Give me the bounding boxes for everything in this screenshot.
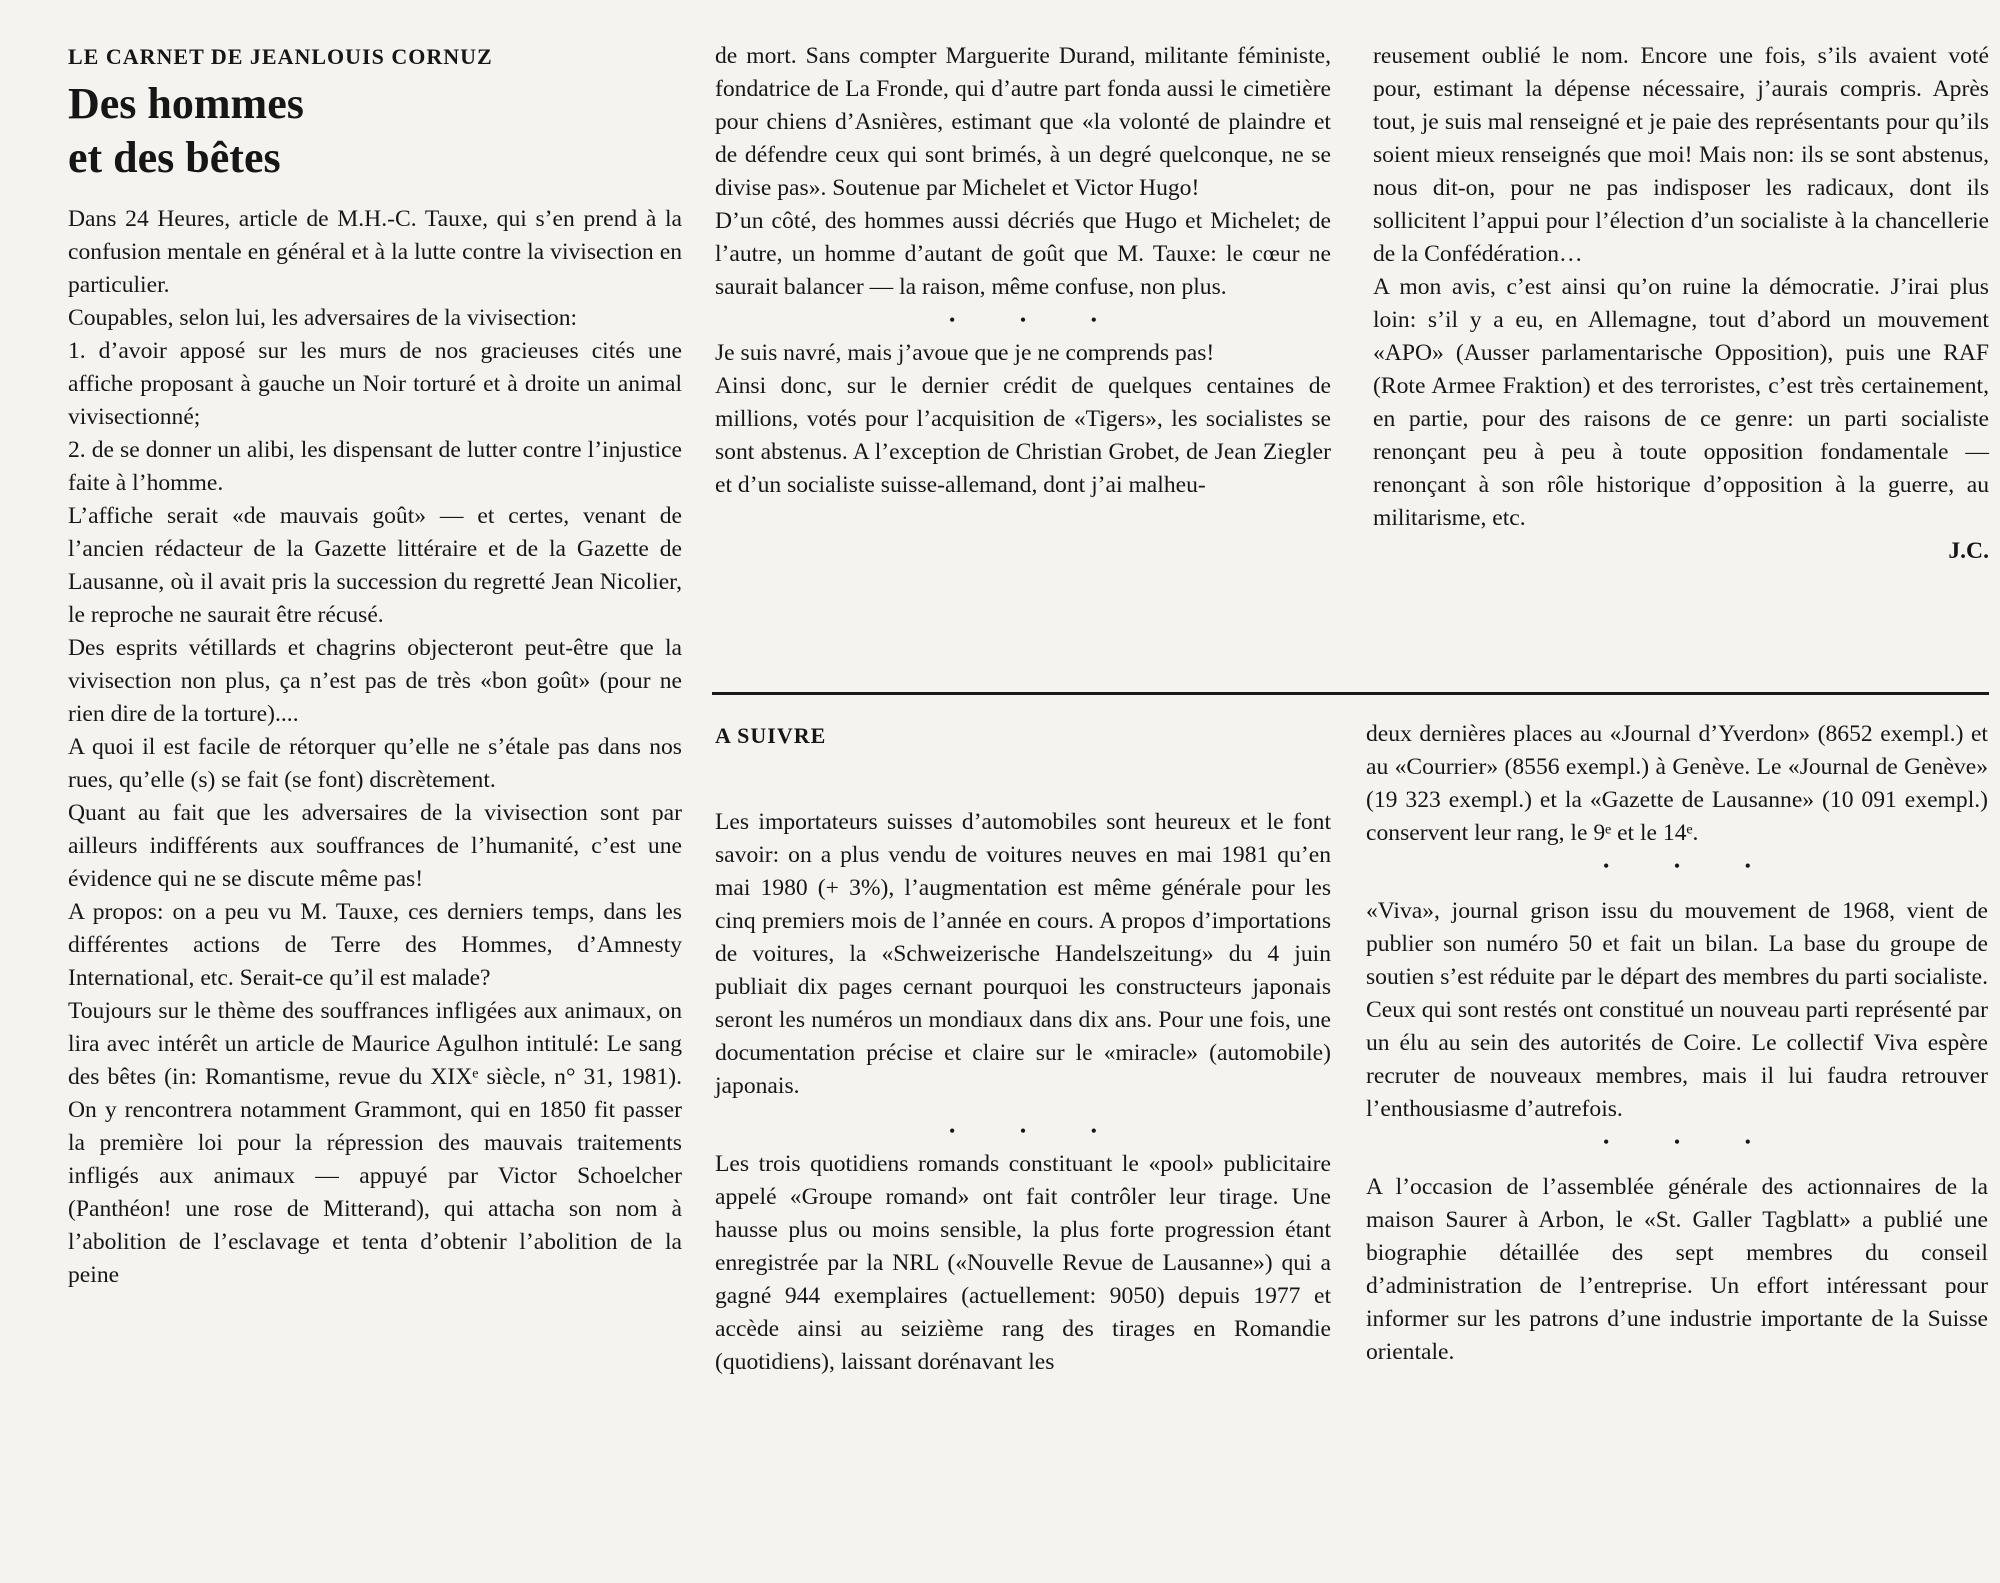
- paragraph: A quoi il est facile de rétorquer qu’elle ne s’étale pas dans nos rues, qu’elle (s) se fait (se font) discrètement.: [68, 734, 682, 793]
- carnet-column-3: [1373, 40, 1989, 568]
- separator-stars: • • •: [949, 1121, 1127, 1141]
- paragraph: «Viva», journal grison issu du mouvement de 1968, vient de publier son numéro 50 et fait un bilan. La base du groupe de soutien s’est réduite par le départ des membres du parti socialiste. Ceux qui sont restés ont constitué un nouveau parti représenté par un élu au sein des autorités de Coire. Le collectif Viva espère recruter de nouveaux membres, mais il lui faudra retrouver l’enthousiasme d’autrefois.: [1366, 898, 1988, 1122]
- article-title-line-1: Des hommes: [68, 79, 304, 128]
- rubric-suivre: A SUIVRE: [715, 723, 827, 748]
- carnet-column-2: [715, 40, 1331, 502]
- paragraph: 1. d’avoir apposé sur les murs de nos gracieuses cités une affiche proposant à gauche un Noir torturé et à droite un animal vivisectionné;: [68, 338, 682, 430]
- paragraph: Des esprits vétillards et chagrins objecteront peut-être que la vivisection non plus, ça n’est pas de très «bon goût» (pour ne rien dire de la torture)....: [68, 635, 682, 727]
- paragraph: Les trois quotidiens romands constituant le «pool» publicitaire appelé «Groupe romand» ont fait contrôler leur tirage. Une hausse plus ou moins sensible, la plus forte progression étant enregistrée par la NRL («Nouvelle Revue de Lausanne») qui a gagné 944 exemplaires (actuellement: 9050) depuis 1977 et accède ainsi au seizième rang des tirages en Romandie (quotidiens), laissant dorénavant les: [715, 1151, 1331, 1375]
- rubric-carnet: LE CARNET DE JEANLOUIS CORNUZ: [68, 44, 493, 69]
- paragraph: Les importateurs suisses d’automobiles sont heureux et le font savoir: on a plus vendu de voitures neuves en mai 1981 qu’en mai 1980 (+ 3%), l’augmentation est même générale pour les cinq premiers mois de l’année en cours. A propos d’importations de voitures, la «Schweizerische Handelszeitung» du 4 juin publiait dix pages cernant pourquoi les constructeurs japonais seront les numéros un mondiaux dans dix ans. Pour une fois, une documentation précise et claire sur le «miracle» (automobile) japonais.: [715, 809, 1331, 1099]
- spacer: [1366, 883, 1988, 895]
- paragraph: 2. de se donner un alibi, les dispensant de lutter contre l’injustice faite à l’homme.: [68, 437, 682, 496]
- suivre-column-2: [1366, 718, 1988, 1369]
- suivre-column-1: [715, 718, 1331, 1379]
- separator-stars: • • •: [1603, 1132, 1781, 1152]
- paragraph: D’un côté, des hommes aussi décriés que Hugo et Michelet; de l’autre, un homme d’autant de goût que M. Tauxe: le cœur ne saurait balancer — la raison, même confuse, non plus.: [715, 208, 1331, 300]
- paragraph: de mort. Sans compter Marguerite Durand, militante féministe, fondatrice de La Fronde, qui d’autre part fonda aussi le cimetière pour chiens d’Asnières, estimant que «la volonté de plaindre et de défendre ceux qui sont brimés, à un degré quelconque, ne se divise pas». Soutenue par Michelet et Victor Hugo!: [715, 43, 1331, 201]
- spacer: [715, 754, 1331, 806]
- section-divider: [712, 692, 1989, 695]
- paragraph: Ainsi donc, sur le dernier crédit de quelques centaines de millions, votés pour l’acquisition de «Tigers», les socialistes se sont abstenus. A l’exception de Christian Grobet, de Jean Ziegler et d’un socialiste suisse-allemand, dont j’ai malheu-: [715, 373, 1331, 498]
- carnet-column-1: [68, 40, 682, 1292]
- paragraph: A l’occasion de l’assemblée générale des actionnaires de la maison Saurer à Arbon, le «St. Galler Tagblatt» a publié une biographie détaillée des sept membres du conseil d’administration de l’entreprise. Un effort intéressant pour informer sur les patrons d’une industrie importante de la Suisse orientale.: [1366, 1174, 1988, 1365]
- spacer: [1366, 1159, 1988, 1171]
- paragraph: L’affiche serait «de mauvais goût» — et certes, venant de l’ancien rédacteur de la Gazette littéraire et de la Gazette de Lausanne, où il avait pris la succession du regretté Jean Nicolier, le reproche ne saurait être récusé.: [68, 503, 682, 628]
- paragraph: Toujours sur le thème des souffrances infligées aux animaux, on lira avec intérêt un article de Maurice Agulhon intitulé: Le sang des bêtes (in: Romantisme, revue du XIXᵉ siècle, n° 31, 1981). On y rencontrera notamment Grammont, qui en 1850 fit passer la première loi pour la répression des mauvais traitements infligés aux animaux — appuyé par Victor Schoelcher (Panthéon! une rose de Mitterand), qui attacha son nom à l’abolition de l’esclavage et tenta d’obtenir l’abolition de la peine: [68, 998, 682, 1288]
- paragraph: Quant au fait que les adversaires de la vivisection sont par ailleurs indifférents aux souffrances de l’humanité, c’est une évidence qui ne se discute même pas!: [68, 800, 682, 892]
- separator-stars: • • •: [1603, 856, 1781, 876]
- paragraph: reusement oublié le nom. Encore une fois, s’ils avaient voté pour, estimant la dépense nécessaire, j’aurais compris. Après tout, je suis mal renseigné et je paie des représentants pour qu’ils soient mieux renseignés que moi! Mais non: ils se sont abstenus, nous dit-on, pour ne pas indisposer les radicaux, dont ils sollicitent l’appui pour l’élection d’un socialiste à la chancellerie de la Confédération…: [1373, 43, 1989, 267]
- signature: J.C.: [1948, 538, 1989, 564]
- paragraph: deux dernières places au «Journal d’Yverdon» (8652 exempl.) et au «Courrier» (8556 exempl.) à Genève. Le «Journal de Genève» (19 323 exempl.) et la «Gazette de Lausanne» (10 091 exempl.) conservent leur rang, le 9ᵉ et le 14ᵉ.: [1366, 721, 1988, 846]
- separator-stars: • • •: [949, 310, 1127, 330]
- paragraph: Je suis navré, mais j’avoue que je ne comprends pas!: [715, 340, 1215, 366]
- article-title-line-2: et des bêtes: [68, 133, 281, 182]
- paragraph: Coupables, selon lui, les adversaires de la vivisection:: [68, 305, 578, 331]
- paragraph: A propos: on a peu vu M. Tauxe, ces derniers temps, dans les différentes actions de Terre des Hommes, d’Amnesty International, etc. Serait-ce qu’il est malade?: [68, 899, 682, 991]
- paragraph: A mon avis, c’est ainsi qu’on ruine la démocratie. J’irai plus loin: s’il y a eu, en Allemagne, tout d’abord un mouvement «APO» (Ausser parlamentarische Opposition), puis une RAF (Rote Armee Fraktion) et des terroristes, c’est très certainement, en partie, pour des raisons de ce genre: un parti socialiste renonçant peu à peu à toute opposition fondamentale — renonçant à son rôle historique d’opposition à la guerre, au militarisme, etc.: [1373, 274, 1989, 531]
- spacer: [715, 1103, 1331, 1115]
- article-title: [68, 77, 682, 185]
- paragraph: Dans 24 Heures, article de M.H.-C. Tauxe, qui s’en prend à la confusion mentale en général et à la lutte contre la vivisection en particulier.: [68, 206, 682, 298]
